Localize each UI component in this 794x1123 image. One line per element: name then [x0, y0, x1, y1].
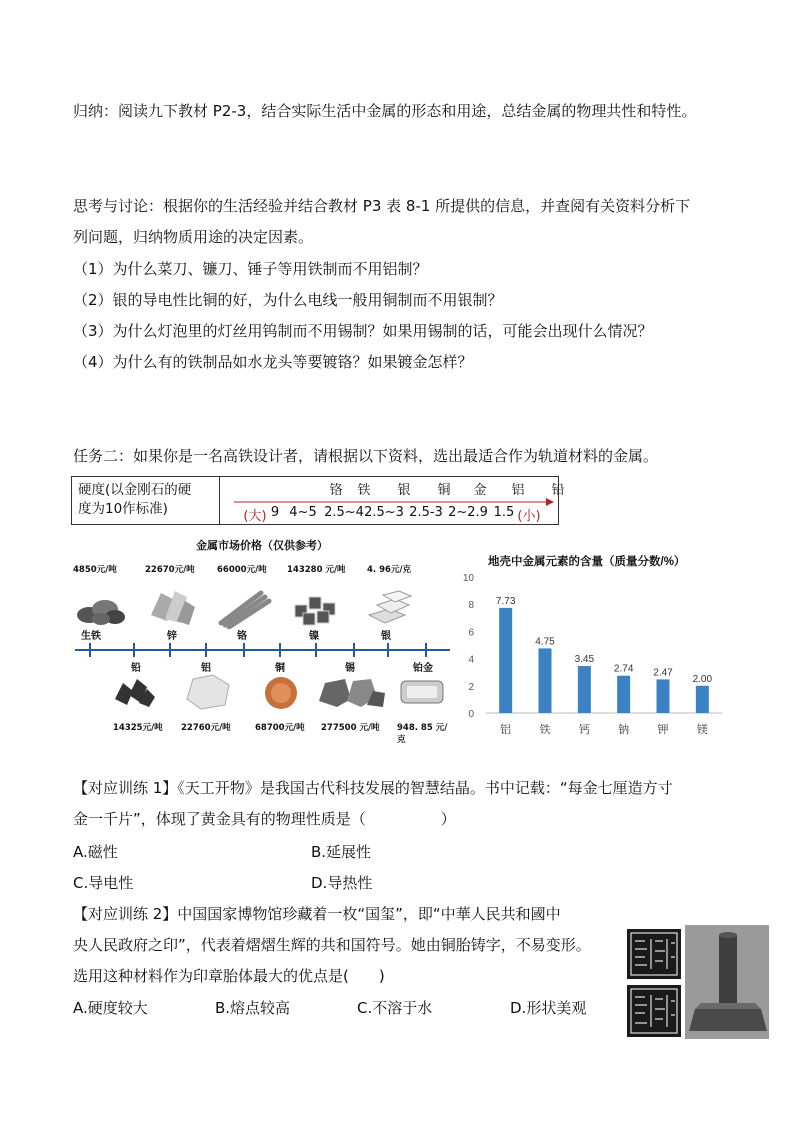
- hardness-label: [72, 477, 220, 524]
- exercise1-option-a: A.磁性: [73, 843, 118, 861]
- x-tick-label: 钠: [618, 723, 630, 736]
- price-tin: 277500 元/吨: [321, 723, 380, 733]
- exercise2-option-b: B.熔点较高: [215, 999, 291, 1017]
- hardness-value-iron: 4~5: [289, 505, 317, 520]
- price-pig-iron: 4850元/吨: [73, 565, 117, 575]
- y-tick-label: 2: [468, 681, 474, 693]
- exercise2-option-c: C.不溶于水: [357, 999, 433, 1017]
- exercise2-option-d: D.形状美观: [510, 999, 587, 1017]
- bar: [696, 686, 709, 713]
- price-platinum: 948. 85 元/克: [397, 723, 448, 745]
- exercise1-line-2: 金一千片”，体现了黄金具有的物理性质是（ ）: [73, 810, 456, 828]
- hardness-table: [71, 476, 565, 525]
- name-pig-iron: 生铁: [81, 631, 101, 642]
- seal-illustration: [625, 923, 771, 1041]
- metal-copper: 铜: [437, 483, 451, 498]
- exercise1-option-c: C.导电性: [73, 874, 134, 892]
- bar: [657, 679, 670, 713]
- bar-value-label: 2.00: [692, 673, 713, 685]
- bar-value-label: 2.47: [653, 667, 673, 679]
- exercise2-line-2: 央人民政府之印”，代表着熠熠生辉的共和国符号。她由铜胎铸字，不易变形。: [73, 936, 591, 954]
- name-platinum: 铂金: [413, 663, 433, 674]
- hardness-value-aluminum: 2~2.9: [448, 505, 488, 520]
- price-axis: [75, 649, 450, 651]
- name-nickel: 镍: [309, 631, 319, 642]
- hardness-value-gold: 2.5-3: [409, 505, 443, 520]
- bar: [578, 666, 591, 713]
- axis-tick: [353, 643, 355, 657]
- bar-value-label: 3.45: [574, 654, 595, 666]
- hardness-value-chromium: 9: [270, 505, 280, 520]
- chromium-image: [217, 585, 273, 629]
- question-2: （2）银的导电性比铜的好，为什么电线一般用铜制而不用银制？: [73, 291, 503, 309]
- discussion-line-1: 思考与讨论：根据你的生活经验并结合教材 P3 表 8-1 所提供的信息，并查阅有关资料分析下: [73, 197, 691, 215]
- x-tick-label: 铝: [500, 723, 512, 736]
- name-lead: 铅: [131, 663, 141, 674]
- axis-tick: [243, 643, 245, 657]
- price-silver: 4. 96元/克: [367, 565, 412, 575]
- bar: [499, 608, 512, 713]
- y-tick-label: 10: [462, 573, 474, 584]
- axis-tick: [205, 643, 207, 657]
- hardness-value-copper: 2.5~3: [364, 505, 404, 520]
- summary-text: 归纳：阅读九下教材 P2-3，结合实际生活中金属的形态和用途，总结金属的物理共性和特性。: [73, 102, 697, 120]
- metal-gold: 金: [473, 483, 487, 498]
- name-aluminum: 铝: [201, 663, 211, 674]
- lead-image: [111, 673, 157, 709]
- price-chromium: 66000元/吨: [217, 565, 267, 575]
- y-tick-label: 4: [468, 654, 474, 666]
- bar: [539, 648, 552, 713]
- x-tick-label: 钙: [578, 723, 590, 736]
- x-tick-label: 镁: [696, 723, 708, 736]
- y-tick-label: 6: [468, 627, 474, 639]
- exercise1-line-1: 【对应训练 1】《天工开物》是我国古代科技发展的智慧结晶。书中记载：“每金七厘造方寸: [73, 779, 673, 797]
- metal-silver: 银: [397, 483, 411, 498]
- nickel-image: [291, 587, 343, 627]
- axis-tick: [279, 643, 281, 657]
- pig-iron-image: [75, 587, 125, 627]
- exercise1-option-d: D.导热性: [311, 874, 373, 892]
- axis-tick: [169, 643, 171, 657]
- name-tin: 锡: [345, 663, 355, 674]
- price-aluminum: 22760元/吨: [181, 723, 231, 733]
- discussion-line-2: 列问题，归纳物质用途的决定因素。: [73, 228, 314, 246]
- axis-tick: [133, 643, 135, 657]
- hardness-value-silver: 2.5~4: [324, 505, 364, 520]
- axis-tick: [315, 643, 317, 657]
- aluminum-image: [183, 671, 233, 711]
- question-4: （4）为什么有的铁制品如水龙头等要镀铬？如果镀金怎样？: [73, 353, 473, 371]
- hardness-big-label: (大): [243, 509, 267, 524]
- exercise2-line-1: 【对应训练 2】中国国家博物馆珍藏着一枚“国玺”，即“中華人民共和國中: [73, 905, 561, 923]
- hardness-label-line-1: 硬度(以金刚石的硬: [78, 482, 192, 498]
- bar-value-label: 2.74: [613, 663, 634, 675]
- metal-chromium: 铬: [329, 483, 343, 498]
- y-tick-label: 8: [468, 600, 474, 612]
- task2-text: 任务二：如果你是一名高铁设计者，请根据以下资料，选出最适合作为轨道材料的金属。: [73, 447, 659, 465]
- axis-tick: [89, 643, 91, 657]
- bar-value-label: 4.75: [535, 636, 555, 648]
- exercise2-line-3: 选用这种材料作为印章胎体最大的优点是( ): [73, 967, 385, 985]
- tin-image: [317, 671, 387, 711]
- price-zinc: 22670元/吨: [145, 565, 195, 575]
- copper-image: [259, 671, 303, 711]
- price-nickel: 143280 元/吨: [287, 565, 346, 575]
- bar-value-label: 7.73: [495, 595, 516, 607]
- platinum-image: [397, 675, 447, 707]
- metal-iron: 铁: [357, 483, 371, 498]
- national-seal-image: [625, 923, 771, 1041]
- crust-metal-chart: [460, 545, 730, 740]
- exercise2-option-a: A.硬度较大: [73, 999, 148, 1017]
- name-copper: 铜: [275, 663, 285, 674]
- x-tick-label: 铁: [539, 723, 551, 736]
- axis-tick: [387, 643, 389, 657]
- name-chromium: 铬: [237, 631, 247, 642]
- silver-image: [363, 585, 419, 629]
- y-tick-label: 0: [468, 709, 474, 720]
- metal-aluminum: 铝: [511, 483, 525, 498]
- chart-title: 地壳中金属元素的含量（质量分数/%）: [488, 556, 686, 568]
- zinc-image: [147, 585, 197, 627]
- hardness-label-line-2: 度为10作标准): [78, 501, 168, 517]
- hardness-small-label: (小): [517, 509, 541, 524]
- metal-price-panel: [71, 535, 453, 745]
- name-zinc: 锌: [167, 631, 177, 642]
- axis-tick: [425, 643, 427, 657]
- metal-lead: 铅: [551, 483, 565, 498]
- name-silver: 银: [381, 631, 391, 642]
- crust-chart-svg: [460, 545, 730, 740]
- bar: [617, 676, 630, 713]
- question-1: （1）为什么菜刀、镰刀、锤子等用铁制而不用铝制？: [73, 260, 428, 278]
- hardness-value-lead: 1.5: [493, 505, 515, 520]
- price-lead: 14325元/吨: [113, 723, 163, 733]
- price-copper: 68700元/吨: [255, 723, 305, 733]
- exercise1-option-b: B.延展性: [311, 843, 372, 861]
- x-tick-label: 钾: [657, 723, 669, 736]
- price-panel-title: 金属市场价格（仅供参考）: [196, 539, 328, 552]
- question-3: （3）为什么灯泡里的灯丝用钨制而不用锡制？如果用锡制的话，可能会出现什么情况？: [73, 322, 653, 340]
